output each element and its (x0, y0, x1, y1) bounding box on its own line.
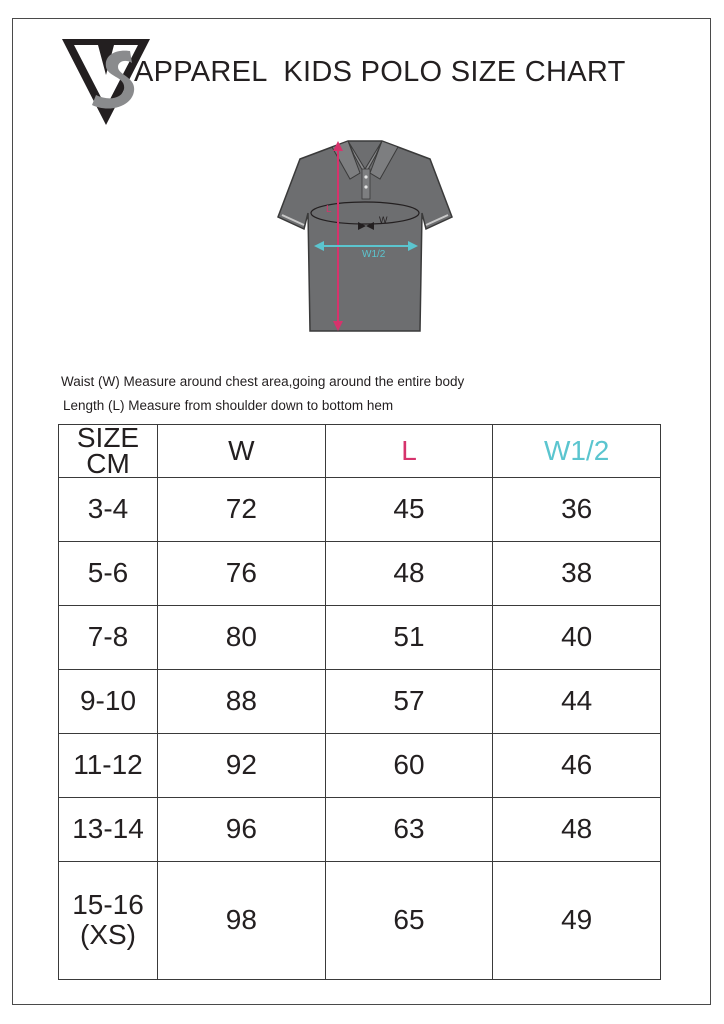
w-half-cell: 36 (493, 478, 661, 542)
w-cell: 88 (158, 669, 326, 733)
size-cell-line1: 15-16 (72, 889, 144, 921)
w-cell: 80 (158, 605, 326, 669)
w-half-cell: 40 (493, 605, 661, 669)
table-row (59, 478, 661, 542)
polo-shirt-icon (270, 135, 460, 340)
table-header-row (59, 425, 661, 478)
size-cell-line2: (XS) (80, 919, 136, 951)
w-half-header: W1/2 (493, 425, 661, 478)
length-label: L (326, 204, 332, 215)
w-half-cell: 48 (493, 797, 661, 861)
size-cell: 5-6 (59, 541, 158, 605)
l-cell: 51 (325, 605, 493, 669)
w-half-cell: 49 (493, 861, 661, 979)
table-row (59, 733, 661, 797)
size-header-line1: SIZE (76, 422, 140, 453)
l-cell: 45 (325, 478, 493, 542)
length-note: Length (L) Measure from shoulder down to bottom hem (63, 398, 394, 413)
l-cell: 65 (325, 861, 493, 979)
size-cell: 11-12 (59, 733, 158, 797)
page-title: APPAREL KIDS POLO SIZE CHART (134, 56, 626, 88)
l-header: L (325, 425, 493, 478)
w-half-cell: 44 (493, 669, 661, 733)
w-cell: 92 (158, 733, 326, 797)
l-cell: 60 (325, 733, 493, 797)
size-cell (59, 861, 158, 979)
table-row (59, 861, 661, 979)
waist-label: W (379, 215, 388, 225)
size-cell: 3-4 (59, 478, 158, 542)
w-cell: 96 (158, 797, 326, 861)
w-half-cell: 38 (493, 541, 661, 605)
l-cell: 57 (325, 669, 493, 733)
table-row (59, 669, 661, 733)
w-cell: 98 (158, 861, 326, 979)
w-half-cell: 46 (493, 733, 661, 797)
size-cell: 7-8 (59, 605, 158, 669)
size-cell: 9-10 (59, 669, 158, 733)
table-row (59, 797, 661, 861)
waist-note: Waist (W) Measure around chest area,going around the entire body (61, 374, 465, 389)
size-table (58, 424, 661, 980)
size-cell: 13-14 (59, 797, 158, 861)
w-cell: 76 (158, 541, 326, 605)
w-header: W (158, 425, 326, 478)
size-header (59, 422, 158, 479)
l-cell: 63 (325, 797, 493, 861)
half-width-label: W1/2 (362, 249, 386, 260)
l-cell: 48 (325, 541, 493, 605)
w-cell: 72 (158, 478, 326, 542)
table-row (59, 541, 661, 605)
size-header-line2: CM (86, 448, 130, 479)
table-row (59, 605, 661, 669)
